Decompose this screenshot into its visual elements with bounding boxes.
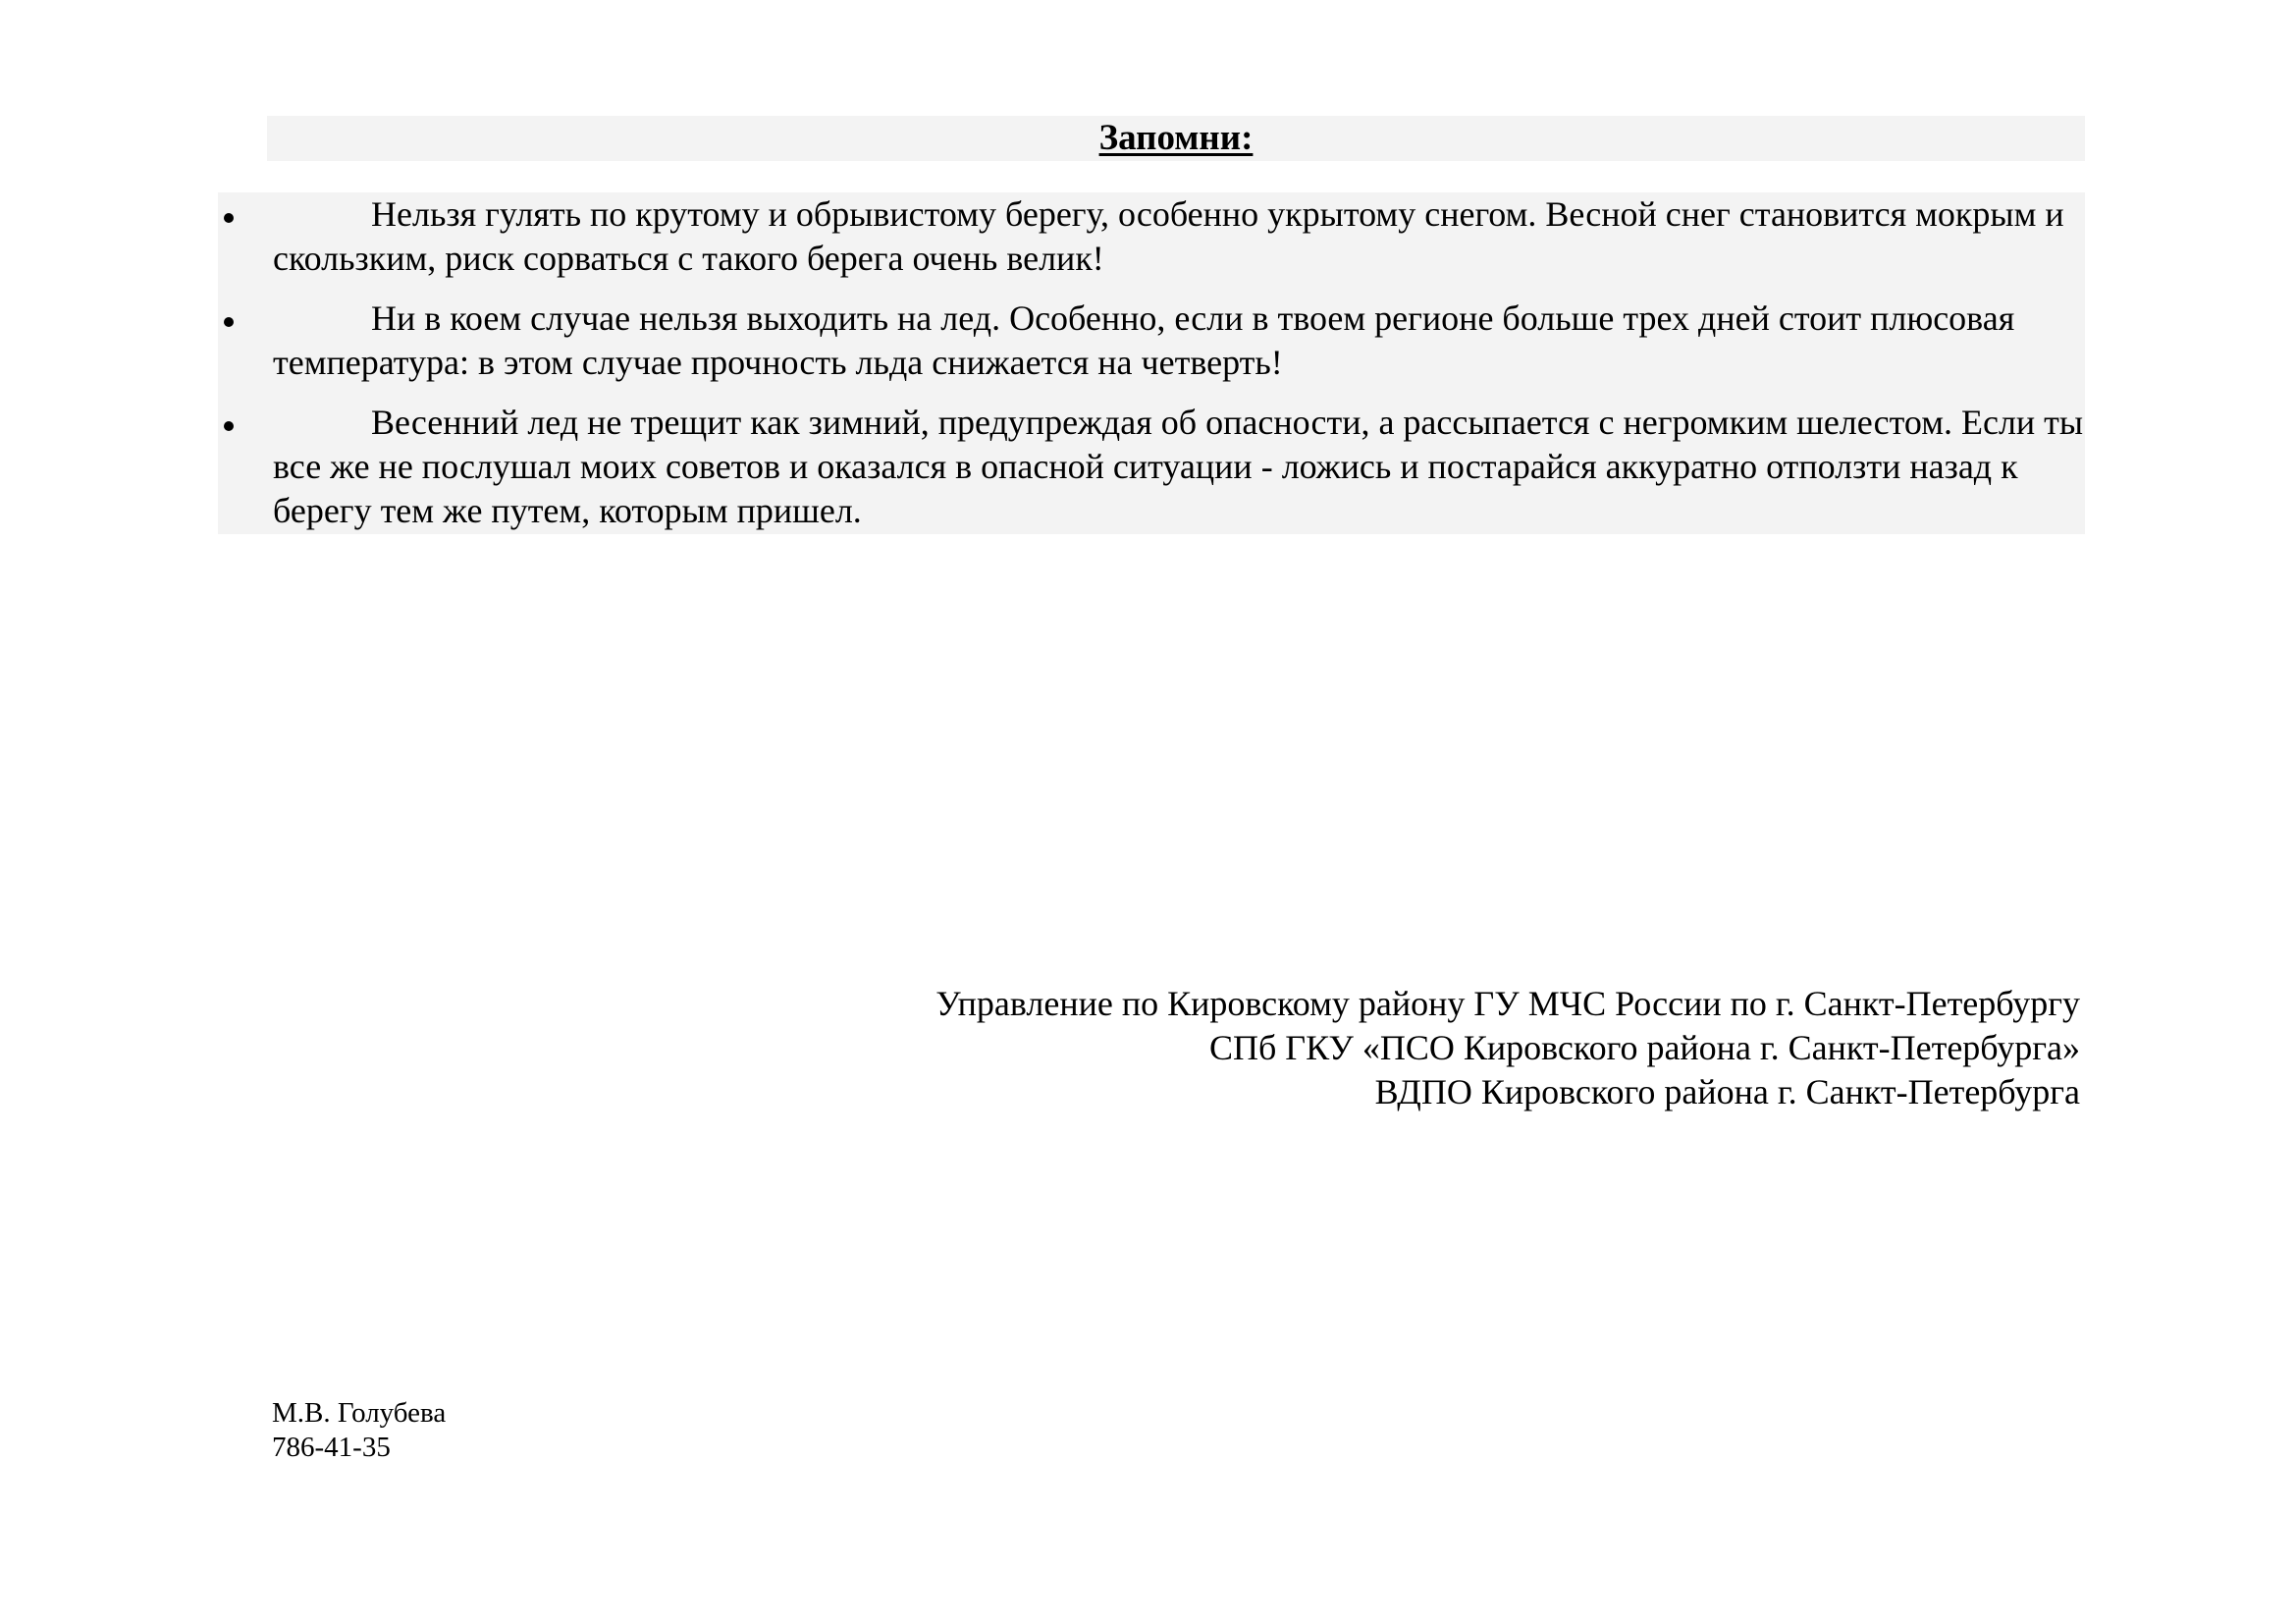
contact-name: М.В. Голубева (272, 1397, 447, 1429)
list-item (218, 297, 2085, 385)
list-item-text: Ни в коем случае нельзя выходить на лед. Особенно, если в твоем регионе больше трех дней стоит плюсовая температура: в этом случае прочность льда снижается на четверть! (273, 298, 2015, 382)
bullet-icon (224, 421, 234, 431)
list-item (218, 192, 2085, 281)
contact-phone: 786-41-35 (272, 1432, 391, 1463)
safety-rules-list (218, 192, 2085, 549)
signature-line-1: Управление по Кировскому району ГУ МЧС России по г. Санкт-Петербургу (935, 984, 2080, 1023)
bullet-icon (224, 213, 234, 223)
contact-block (272, 1396, 446, 1465)
signature-line-3: ВДПО Кировского района г. Санкт-Петербурга (1374, 1072, 2080, 1111)
organization-signature (935, 982, 2080, 1114)
list-item (218, 401, 2085, 533)
signature-line-2: СПб ГКУ «ПСО Кировского района г. Санкт-Петербурга» (1208, 1028, 2080, 1067)
page-title: Запомни: (1098, 118, 1254, 158)
bullet-icon (224, 317, 234, 327)
list-item-text: Весенний лед не трещит как зимний, предупреждая об опасности, а рассыпается с негромким шелестом. Если ты все же не послушал моих советов и оказался в опасной ситуации - ложись и постарайся аккуратно отползти назад к берегу тем же путем, которым пришел. (273, 403, 2084, 530)
list-item-text: Нельзя гулять по крутому и обрывистому берегу, особенно укрытому снегом. Весной снег становится мокрым и скользким, риск сорваться с такого берега очень велик! (273, 194, 2064, 278)
